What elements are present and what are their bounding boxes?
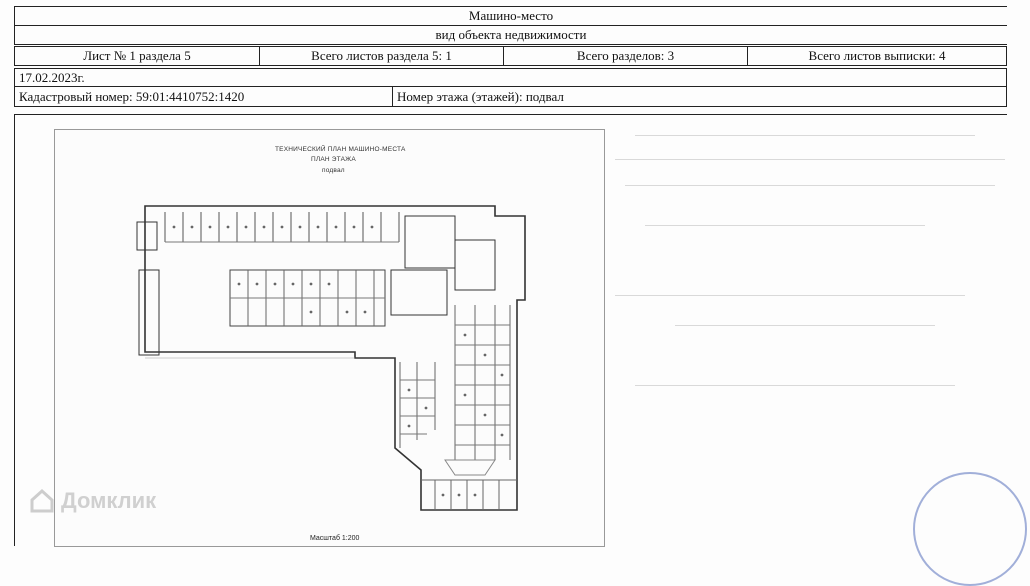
watermark bbox=[29, 488, 156, 514]
extract-date: 17.02.2023г. bbox=[19, 69, 85, 85]
plan-scale: Масштаб 1:200 bbox=[310, 535, 360, 542]
sections-total: Всего разделов: 3 bbox=[503, 47, 747, 65]
floor-number: Номер этажа (этажей): подвал bbox=[392, 87, 1006, 106]
floor-plan-sheet bbox=[54, 129, 605, 547]
extract-form bbox=[14, 6, 1007, 540]
floor-plan-area bbox=[14, 114, 1007, 546]
object-type-row bbox=[14, 26, 1007, 45]
plan-floor-label: подвал bbox=[322, 167, 345, 174]
object-name-row bbox=[14, 6, 1007, 26]
sheet-number: Лист № 1 раздела 5 bbox=[83, 48, 191, 63]
house-logo-icon bbox=[29, 488, 55, 514]
cadastral-row bbox=[14, 86, 1007, 107]
plan-subtitle: ПЛАН ЭТАЖА bbox=[311, 156, 356, 163]
plan-title: ТЕХНИЧЕСКИЙ ПЛАН МАШИНО-МЕСТА bbox=[275, 146, 406, 153]
object-type-caption: вид объекта недвижимости bbox=[435, 27, 587, 42]
object-name: Машино-место bbox=[468, 8, 554, 23]
round-seal-stamp bbox=[913, 472, 1027, 586]
cadastral-number: Кадастровый номер: 59:01:4410752:1420 bbox=[19, 88, 245, 104]
floor-plan-drawing bbox=[55, 130, 604, 546]
extract-sheets-total: Всего листов выписки: 4 bbox=[747, 47, 1006, 65]
watermark-text: Домклик bbox=[61, 488, 157, 513]
date-row bbox=[14, 68, 1007, 86]
sheets-in-section: Всего листов раздела 5: 1 bbox=[259, 47, 503, 65]
sheet-info-row bbox=[14, 46, 1007, 66]
